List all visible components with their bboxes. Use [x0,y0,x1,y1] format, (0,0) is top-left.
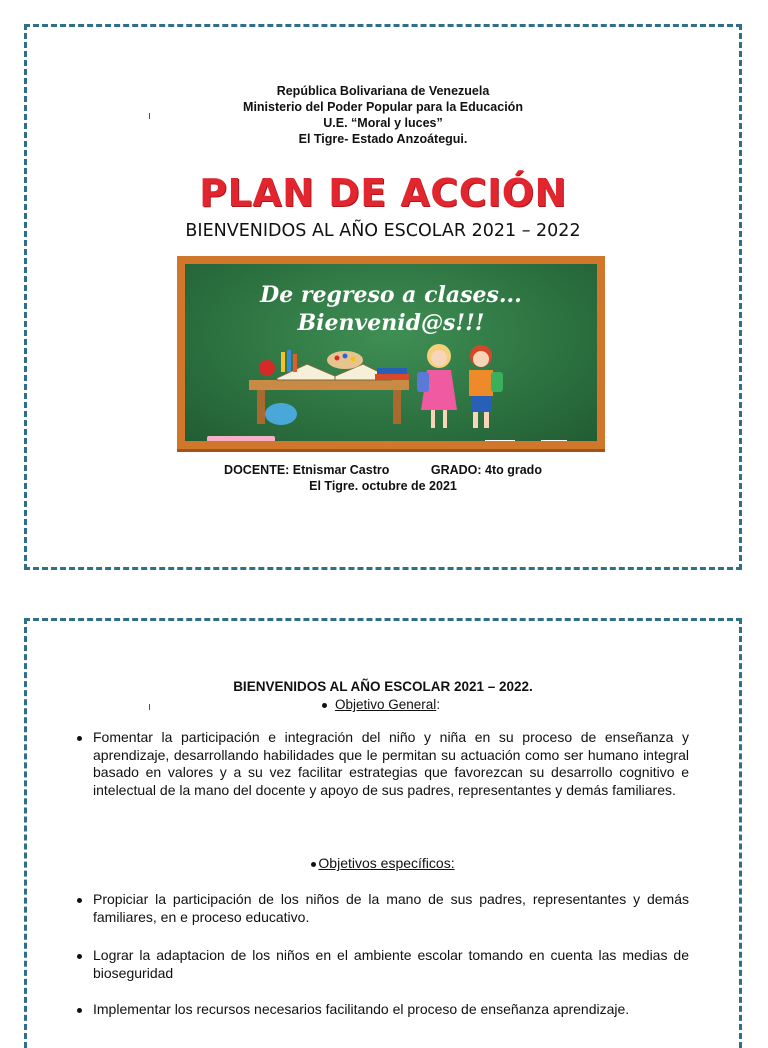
date-line: El Tigre. octubre de 2021 [309,479,457,493]
teacher-name: DOCENTE: Etnismar Castro [224,463,390,477]
specific-objective-text: Implementar los recursos necesarios facilitando el proceso de enseñanza aprendizaje. [93,1001,630,1017]
specific-objective-text: Lograr la adaptacion de los niños en el ambiente escolar tomando en cuenta las medias de bioseguridad [93,947,689,981]
eraser [207,436,275,441]
header-line-location: El Tigre- Estado Anzoátegui. [298,132,468,146]
chalkboard-text-line2: Bienvenid@s!!! [297,310,485,336]
chalkboard-illustration [177,256,605,452]
open-book [277,364,335,380]
document-title: PLAN DE ACCIÓN [199,171,567,215]
chalkboard-surface [185,264,597,441]
document-subtitle: BIENVENIDOS AL AÑO ESCOLAR 2021 – 2022 [185,221,581,241]
table-leg [257,390,265,424]
pencil-cup [281,352,285,372]
header-line-ministry: Ministerio del Poder Popular para la Educación [243,100,523,114]
institution-header [27,83,739,147]
chalk [485,440,515,441]
bullet-icon [77,1008,82,1013]
objectives-page [24,618,742,1048]
general-objective-heading [322,697,440,712]
specific-objectives-heading [27,855,739,871]
chalkboard-text-line1: De regreso a clases... [260,282,522,308]
bullet-icon [77,736,82,741]
bullet-icon [311,862,316,867]
bullet-icon [322,703,327,708]
backpack-icon [265,403,297,425]
header-line-country: República Bolivariana de Venezuela [276,84,490,98]
apple-icon [259,360,275,376]
table-leg [393,390,401,424]
bullet-icon [77,954,82,959]
book-stack [377,368,407,374]
general-objective-label: Objetivo General [335,697,437,712]
welcome-title: BIENVENIDOS AL AÑO ESCOLAR 2021 – 2022. [233,679,533,694]
specific-objective-item [93,1001,689,1019]
school-scene-graphic [185,264,597,441]
teacher-grade-line [27,463,739,477]
specific-objective-text: Propiciar la participación de los niños de la mano de sus padres, representantes y demás familiares, en e proceso educativo. [93,891,689,925]
cover-page [24,24,742,570]
header-line-school: U.E. “Moral y luces” [323,116,443,130]
general-objective-text: Fomentar la participación e integración del niño y niña en su proceso de enseñanza y aprendizaje, desarrollando habilidades que le permitan su actuación como ser humano integral basado en valores y a su vez facilitar estrategias que favorezcan su desarrollo cognitivo e intelectual de la mano del docente y apoyo de sus padres, representantes y demás familiares. [93,729,689,798]
bullet-icon [77,898,82,903]
specific-objective-item [93,891,689,926]
table-top [249,380,409,390]
general-objective-colon: : [436,697,441,712]
general-objective-item [93,729,689,799]
margin-mark [149,704,150,710]
specific-objectives-label: Objetivos específicos: [318,855,455,871]
specific-objective-item [93,947,689,982]
grade-label: GRADO: 4to grado [430,463,542,477]
